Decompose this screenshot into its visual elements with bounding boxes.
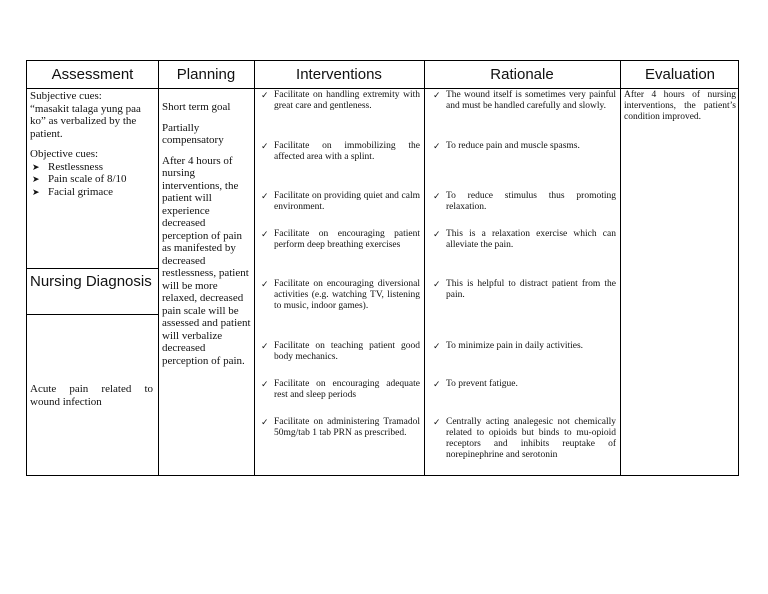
rationale-item: ✓ Centrally acting analegesic not chemically related to opioids but binds to mu-opioid receptors and inhibits reuptake of norepinephrine and serotonin [433, 417, 616, 460]
rationale-item: ✓ The wound itself is sometimes very painful and must be handled carefully and slowly. [433, 90, 616, 111]
objective-cue: ➤ Pain scale of 8/10 [32, 173, 127, 185]
evaluation-text: After 4 hours of nursing interventions, the patient’s condition improved. [624, 90, 736, 122]
objective-cue: ➤ Facial grimace [32, 185, 114, 198]
header-rationale: Rationale [490, 66, 554, 83]
subjective-label: Subjective cues: [30, 90, 102, 102]
col-divider [158, 61, 159, 475]
col-divider [620, 61, 621, 475]
intervention-item: ✓ Facilitate on administering Tramadol 50mg/tab 1 tab PRN as prescribed. [261, 417, 420, 438]
row-divider [27, 314, 158, 315]
rationale-item: ✓ To reduce stimulus thus promoting relaxation. [433, 191, 616, 212]
intervention-item: ✓ Facilitate on encouraging adequate rest and sleep periods [261, 379, 420, 400]
intervention-item: ✓ Facilitate on handling extremity with great care and gentleness. [261, 90, 420, 111]
intervention-item: ✓ Facilitate on immobilizing the affected area with a splint. [261, 141, 420, 162]
rationale-item: ✓ To minimize pain in daily activities. [433, 341, 584, 351]
row-divider [27, 268, 158, 269]
compensation-type: Partially compensatory [162, 121, 224, 146]
assessment-cell [30, 90, 154, 198]
rationale-item: ✓ This is helpful to distract patient from the pain. [433, 279, 616, 300]
intervention-item: ✓ Facilitate on providing quiet and calm environment. [261, 191, 420, 212]
header-interventions: Interventions [296, 66, 382, 83]
intervention-item: ✓ Facilitate on encouraging diversional activities (e.g. watching TV, listening to music, indoor games). [261, 279, 420, 311]
rationale-item: ✓ To prevent fatigue. [433, 379, 518, 389]
intervention-item: ✓ Facilitate on teaching patient good body mechanics. [261, 341, 420, 362]
planning-cell [162, 101, 252, 367]
nursing-diagnosis-label: Nursing Diagnosis [30, 273, 152, 290]
objective-label: Objective cues: [30, 148, 99, 160]
intervention-item: ✓ Facilitate on encouraging patient perform deep breathing exercises [261, 229, 420, 250]
nursing-diagnosis-text: Acute pain related to wound infection [30, 383, 153, 408]
goal-type: Short term goal [162, 101, 231, 113]
header-assessment: Assessment [51, 66, 134, 83]
rationale-item: ✓ To reduce pain and muscle spasms. [433, 141, 580, 151]
col-divider [254, 61, 255, 475]
col-divider [424, 61, 425, 475]
header-divider [27, 88, 738, 89]
rationale-item: ✓ This is a relaxation exercise which can alleviate the pain. [433, 229, 616, 250]
objective-cue: ➤ Restlessness [32, 160, 103, 173]
header-planning: Planning [176, 66, 236, 83]
care-plan-table [26, 60, 739, 476]
planning-goal: After 4 hours of nursing interventions, the patient will experience decreased perception of pain as manifested by decreased restlessness, patient will be more relaxed, decreased pain scale will be assessed and patient will verbalize decreased perception of pain. [162, 154, 251, 367]
subjective-quote: “masakit talaga yung paa ko” as verbalized by the patient. [30, 102, 141, 140]
header-evaluation: Evaluation [644, 66, 716, 83]
